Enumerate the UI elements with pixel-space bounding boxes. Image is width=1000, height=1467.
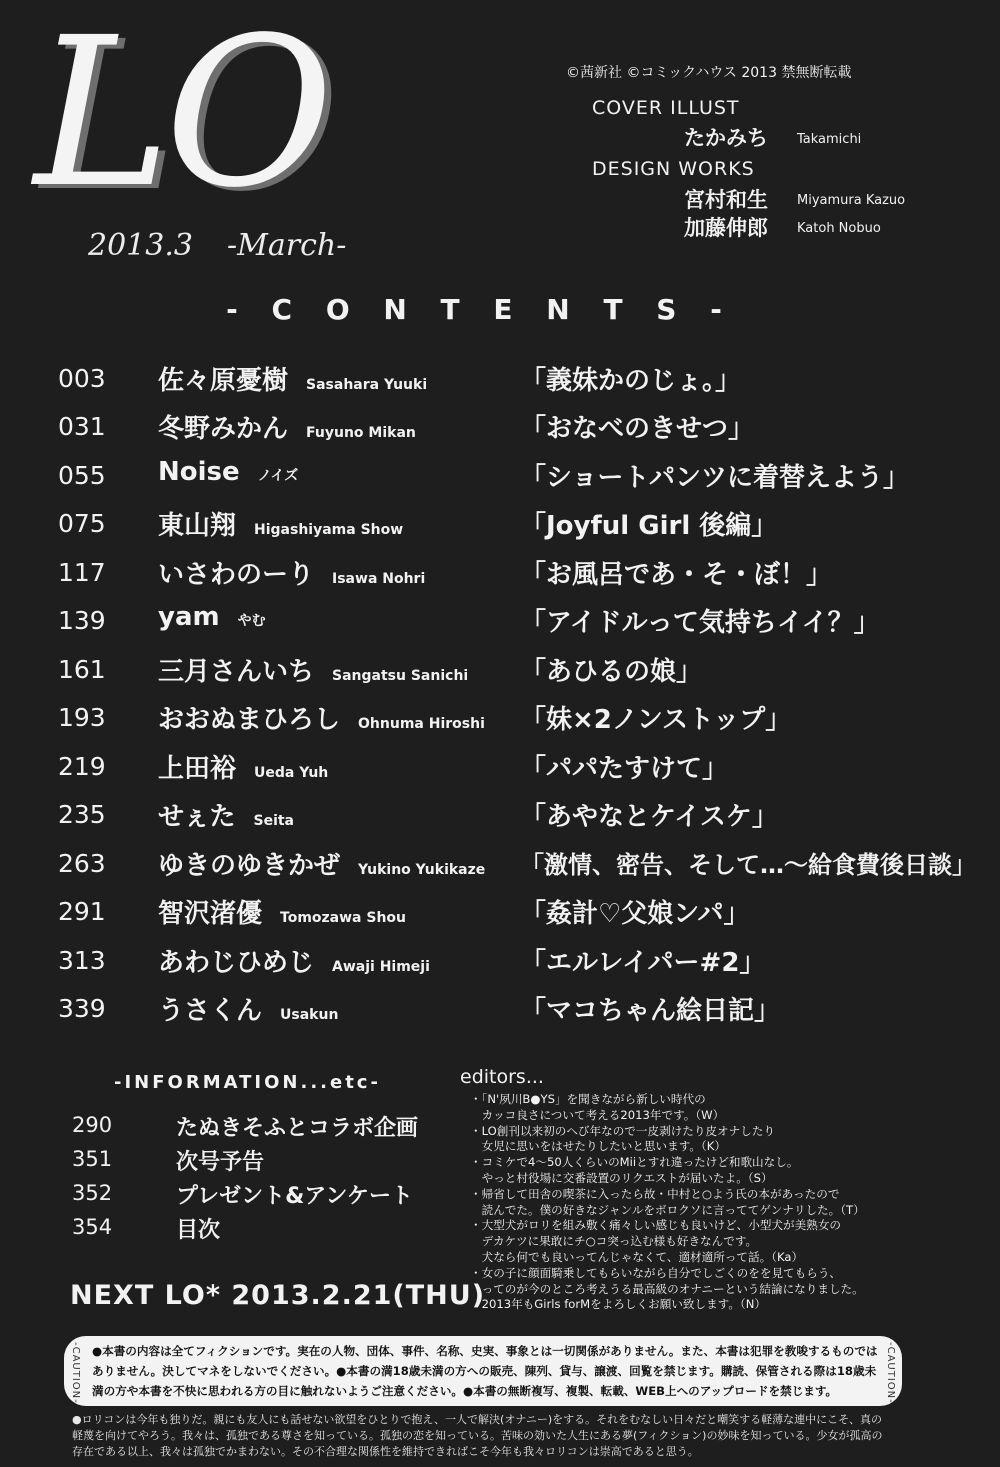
toc-page-number: 031 — [58, 412, 106, 441]
info-page-number: 290 — [72, 1113, 113, 1137]
info-entry[interactable] — [0, 1147, 460, 1181]
magazine-logo: LO — [34, 0, 328, 233]
toc-entry[interactable] — [0, 699, 1000, 745]
toc-author-name: 冬野みかん — [158, 414, 289, 444]
toc-story-title: 「あやなとケイスケ」 — [520, 802, 778, 832]
designer-name: 加藤伸郎 — [684, 216, 768, 240]
toc-author — [158, 748, 328, 785]
toc-author-name: Noise — [158, 457, 240, 487]
toc-author — [158, 408, 416, 445]
toc-story-title: 「Joyful Girl 後編」 — [520, 511, 778, 541]
toc-page-number: 003 — [58, 364, 106, 393]
editor-comment-line: 読んでた。僕の好きなジャンルをボロクソに言っててゲンナリした。（T） — [470, 1202, 865, 1217]
editor-comment-line: 2013年もGirls forMをよろしくお願い致します。（N） — [470, 1297, 767, 1312]
toc-page-number: 313 — [58, 946, 106, 975]
toc-page-number: 139 — [58, 606, 106, 635]
cover-illust-heading: COVER ILLUST — [592, 97, 740, 119]
editor-comment-line: カッコ良さについて考える2013年です。（W） — [470, 1107, 725, 1122]
next-issue-date: NEXT LO* 2013.2.21(THU) — [70, 1280, 486, 1311]
toc-author-name: 東山翔 — [158, 511, 237, 541]
toc-entry[interactable] — [0, 651, 1000, 697]
toc-author-romaji: Usakun — [280, 1007, 339, 1023]
toc-entry[interactable] — [0, 457, 1000, 503]
toc-story-title: 「あひるの娘」 — [520, 657, 703, 687]
info-entry[interactable] — [0, 1215, 460, 1249]
issue-number: 2013.3 — [88, 228, 193, 263]
toc-author-romaji: Higashiyama Show — [254, 522, 404, 538]
info-page-number: 354 — [72, 1215, 113, 1239]
toc-entry[interactable] — [0, 554, 1000, 600]
toc-author — [158, 796, 294, 833]
toc-author-name: せぇた — [158, 802, 236, 832]
designer-romaji: Katoh Nobuo — [797, 221, 881, 236]
toc-author-name: ゆきのゆきかぜ — [158, 851, 341, 881]
toc-author-romaji: Sangatsu Sanichi — [332, 668, 469, 684]
issue-date — [88, 228, 346, 263]
toc-author — [158, 602, 266, 632]
toc-story-title: 「義妹かのじょ。」 — [520, 366, 742, 396]
toc-entry[interactable] — [0, 360, 1000, 406]
designer-name: 宮村和生 — [684, 188, 768, 212]
toc-author-name: 三月さんいち — [158, 657, 315, 687]
toc-author-romaji: Tomozawa Shou — [280, 910, 407, 926]
toc-author — [158, 505, 403, 542]
toc-author-romaji: Fuyuno Mikan — [306, 425, 416, 441]
toc-author — [158, 554, 425, 591]
caution-box — [64, 1336, 902, 1406]
toc-author-romaji: やむ — [237, 613, 266, 629]
toc-author — [158, 651, 468, 688]
toc-author — [158, 699, 485, 736]
info-label: 目次 — [176, 1218, 221, 1243]
toc-author-romaji: Ueda Yuh — [254, 765, 329, 781]
editor-comment-line: ・帰省して田舎の喫茶に入ったら故・中村と○よう氏の本があったので — [470, 1186, 840, 1201]
caution-side-label: -CAUTION- — [70, 1342, 81, 1404]
info-label: プレゼント&アンケート — [176, 1184, 413, 1209]
toc-entry[interactable] — [0, 505, 1000, 551]
editors-comments — [470, 1092, 925, 1313]
editor-comment-line: 女児に思いをはせたりしたいと思います。（K） — [470, 1139, 726, 1154]
toc-story-title: 「ショートパンツに着替えよう」 — [520, 463, 909, 493]
issue-month: -March- — [226, 228, 347, 263]
info-page-number: 352 — [72, 1181, 113, 1205]
toc-author-romaji: Ohnuma Hiroshi — [358, 716, 485, 732]
toc-entry[interactable] — [0, 893, 1000, 939]
toc-page-number: 117 — [58, 558, 106, 587]
toc-entry[interactable] — [0, 408, 1000, 454]
toc-author-romaji: Yukino Yukikaze — [358, 862, 486, 878]
toc-story-title: 「パパたすけて」 — [520, 754, 729, 784]
footer-manifesto: ●ロリコンは今年も独りだ。親にも友人にも話せない欲望をひとりで抱え、一人で解決(オナニー)をする。それをむなしい日々だと嘲笑する軽薄な連中にこそ、真の軽蔑を向けてやろう。我々は、孤独である尊さを知っている。孤独の恋を知っている。苦味の効いた人生にある夢(フィクション)の妙味を知っている。少女が孤高の存在である以上、我々は孤独でかまわない。その不合理な関係性を維持できればこそ今年も我々ロリコンは崇高であると思う。 — [72, 1413, 883, 1458]
toc-author-romaji: Awaji Himeji — [332, 959, 430, 975]
editor-comment-line: ・女の子に顔面騎乗してもらいながら自分でしごくのをを見てもらう、 — [470, 1265, 842, 1280]
toc-entry[interactable] — [0, 990, 1000, 1036]
info-entry[interactable] — [0, 1181, 460, 1215]
editor-comment-line: やっと村役場に交番設置のリクエストが届いたよ。（S） — [470, 1170, 773, 1185]
toc-author — [158, 845, 485, 882]
info-label: たぬきそふとコラボ企画 — [176, 1116, 419, 1141]
toc-author-name: いさわのーり — [158, 560, 315, 590]
toc-page-number: 339 — [58, 994, 106, 1023]
toc-author-name: あわじひめじ — [158, 948, 315, 978]
toc-story-title: 「妹×2ノンストップ」 — [520, 705, 792, 735]
toc-page-number: 291 — [58, 897, 106, 926]
caution-side-label: -CAUTION- — [885, 1342, 896, 1404]
toc-entry[interactable] — [0, 748, 1000, 794]
toc-story-title: 「激情、密告、そして…～給食費後日談」 — [520, 851, 976, 879]
toc-story-title: 「エルレイパー#2」 — [520, 948, 766, 978]
toc-author-name: うさくん — [158, 996, 263, 1026]
cover-artist-name: たかみち — [684, 126, 768, 150]
caution-text: ●本書の内容は全てフィクションです。実在の人物、団体、事件、名称、史実、事象とは一切関係がありません。また、本書は犯罪を教唆するものではありません。決してマネをしないでください。●本書の満18歳未満の方への販売、陳列、貸与、譲渡、回覧を禁じます。購読、保管される際は18歳未満の方や本書を不快に思われる方の目に触れないようご注意ください。●本書の無断複写、複製、転載、WEB上へのアップロードを禁じます。 — [92, 1344, 878, 1398]
editor-comment-line: 犬なら何でも良いってんじゃなくて、適材適所って話。（Ka） — [470, 1249, 804, 1264]
toc-author-name: yam — [158, 602, 220, 632]
editor-comment-line: ・大型犬がロリを組み敷く痛々しい感じも良いけど、小型犬が美熟女の — [470, 1218, 842, 1233]
toc-author — [158, 942, 430, 979]
toc-page-number: 263 — [58, 849, 106, 878]
toc-page-number: 075 — [58, 509, 106, 538]
toc-author — [158, 893, 406, 930]
toc-author-romaji: Isawa Nohri — [332, 571, 426, 587]
info-entry[interactable] — [0, 1113, 460, 1147]
toc-author — [158, 457, 298, 487]
editor-comment-line: デカケツに果敢にチ○コ突っ込む様も好きなんです。 — [470, 1234, 758, 1249]
toc-page-number: 219 — [58, 752, 106, 781]
toc-author — [158, 360, 427, 397]
toc-author-romaji: Sasahara Yuuki — [306, 377, 428, 393]
editor-comment-line: ・LO創刊以来初のへび年なので一皮剥けたり皮オナしたり — [470, 1123, 776, 1138]
toc-story-title: 「姦計♡父娘ンパ」 — [520, 899, 750, 929]
toc-author-name: 上田裕 — [158, 754, 237, 784]
toc-page-number: 055 — [58, 461, 106, 490]
toc-author-romaji: Seita — [253, 813, 295, 829]
toc-author — [158, 990, 338, 1027]
toc-entry[interactable] — [0, 845, 1000, 891]
info-page-number: 351 — [72, 1147, 113, 1171]
cover-artist-romaji: Takamichi — [797, 132, 862, 147]
editor-comment-line: ってのが今のところ考えうる最高級のオナニーという結論になりました。 — [470, 1281, 864, 1296]
editor-comment-line: ・コミケで4〜50人くらいのMiiとすれ違ったけど和歌山なし。 — [470, 1155, 799, 1170]
toc-author-name: おおぬまひろし — [158, 705, 341, 735]
toc-story-title: 「おなべのきせつ」 — [520, 414, 755, 444]
editor-comment-line: ・「N'夙川B●YS」を聞きながら新しい時代の — [470, 1092, 706, 1106]
design-works-heading: DESIGN WORKS — [592, 158, 755, 180]
toc-author-name: 佐々原憂樹 — [158, 366, 289, 396]
info-label: 次号予告 — [176, 1150, 265, 1175]
toc-page-number: 235 — [58, 800, 106, 829]
toc-entry[interactable] — [0, 796, 1000, 842]
toc-author-name: 智沢渚優 — [158, 899, 263, 929]
toc-author-romaji: ノイズ — [257, 468, 299, 484]
toc-story-title: 「マコちゃん絵日記」 — [520, 996, 781, 1026]
designer-romaji: Miyamura Kazuo — [797, 193, 906, 208]
contents-heading: - C O N T E N T S - — [226, 293, 734, 326]
editors-heading: editors... — [460, 1066, 544, 1088]
toc-entry[interactable] — [0, 602, 1000, 648]
copyright-notice: ©茜新社 ©コミックハウス 2013 禁無断転載 — [566, 65, 852, 81]
toc-story-title: 「お風呂であ・そ・ぼ！」 — [520, 560, 833, 590]
toc-story-title: 「アイドルって気持ちイイ？」 — [520, 608, 880, 638]
toc-page-number: 161 — [58, 655, 106, 684]
toc-entry[interactable] — [0, 942, 1000, 988]
information-heading: -INFORMATION...etc- — [114, 1072, 381, 1093]
toc-page-number: 193 — [58, 703, 106, 732]
